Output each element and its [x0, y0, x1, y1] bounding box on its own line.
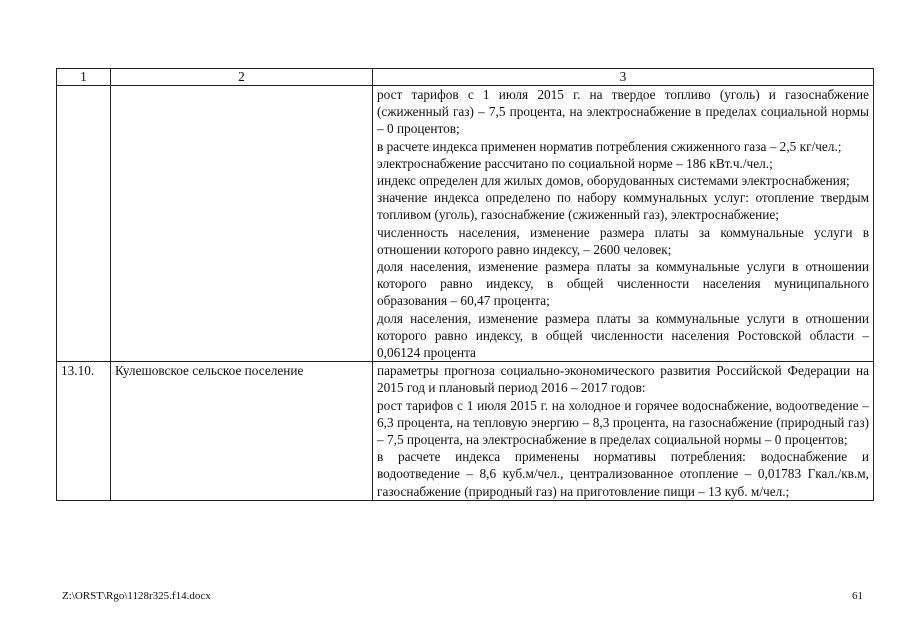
- paragraph: электроснабжение рассчитано по социальной норме – 186 кВт.ч./чел.;: [377, 155, 773, 171]
- settlement-name: [111, 86, 373, 362]
- paragraph: доля населения, изменение размера платы за коммунальные услуги в отношении которого равно индексу, в общей численности населения Ростовской области – 0,06124 процента: [377, 310, 869, 361]
- column-header-2: 2: [111, 69, 373, 86]
- paragraph: значение индекса определено по набору коммунальных услуг: отопление твердым топливом (уголь), газоснабжение (сжиженный газ), электроснабжение;: [377, 190, 869, 223]
- row-description: [373, 362, 874, 501]
- table-header-row: [57, 69, 874, 86]
- paragraph: доля населения, изменение размера платы за коммунальные услуги в отношении которого равно индексу, в общей численности населения муниципального образования – 60,47 процента;: [377, 259, 869, 309]
- paragraph: рост тарифов с 1 июля 2015 г. на твердое топливо (уголь) и газоснабжение (сжиженный газ) – 7,5 процента, на электроснабжение в пределах социальной нормы – 0 процентов;: [377, 87, 869, 137]
- table-row: [57, 362, 874, 501]
- paragraph: в расчете индекса применены нормативы потребления: водоснабжение и водоотведение – 8,6 куб.м/чел., централизованное отопление – 0,01783 Гкал./кв.м, газоснабжение (природный газ) на приготовление пищи – 13 куб. м/чел.;: [377, 449, 869, 499]
- paragraph: в расчете индекса применен норматив потребления сжиженного газа – 2,5 кг/чел.;: [377, 138, 842, 154]
- settlement-name: Кулешовское сельское поселение: [111, 362, 373, 501]
- paragraph: рост тарифов с 1 июля 2015 г. на холодное и горячее водоснабжение, водоотведение – 6,3 процента, на тепловую энергию – 8,3 процента, на газоснабжение (природный газ) – 7,5 процента, на электроснабжение в пределах социальной нормы – 0 процентов;: [377, 397, 869, 448]
- footer-page-number: 61: [852, 590, 863, 602]
- paragraph: численность населения, изменение размера платы за коммунальные услуги в отношении которого равно индексу, – 2600 человек;: [377, 224, 869, 257]
- row-number: [57, 86, 111, 362]
- paragraph: индекс определен для жилых домов, оборудованных системами электроснабжения;: [377, 173, 850, 189]
- document-table: [56, 68, 874, 501]
- row-description: [373, 86, 874, 362]
- column-header-1: 1: [57, 69, 111, 86]
- column-header-3: 3: [373, 69, 874, 86]
- paragraph: параметры прогноза социально-экономического развития Российской Федерации на 2015 год и плановый период 2016 – 2017 годов:: [377, 363, 869, 396]
- footer-file-path: Z:\ORST\Rgo\1128r325.f14.docx: [62, 590, 211, 602]
- row-number: 13.10.: [57, 362, 111, 501]
- table-row: [57, 86, 874, 362]
